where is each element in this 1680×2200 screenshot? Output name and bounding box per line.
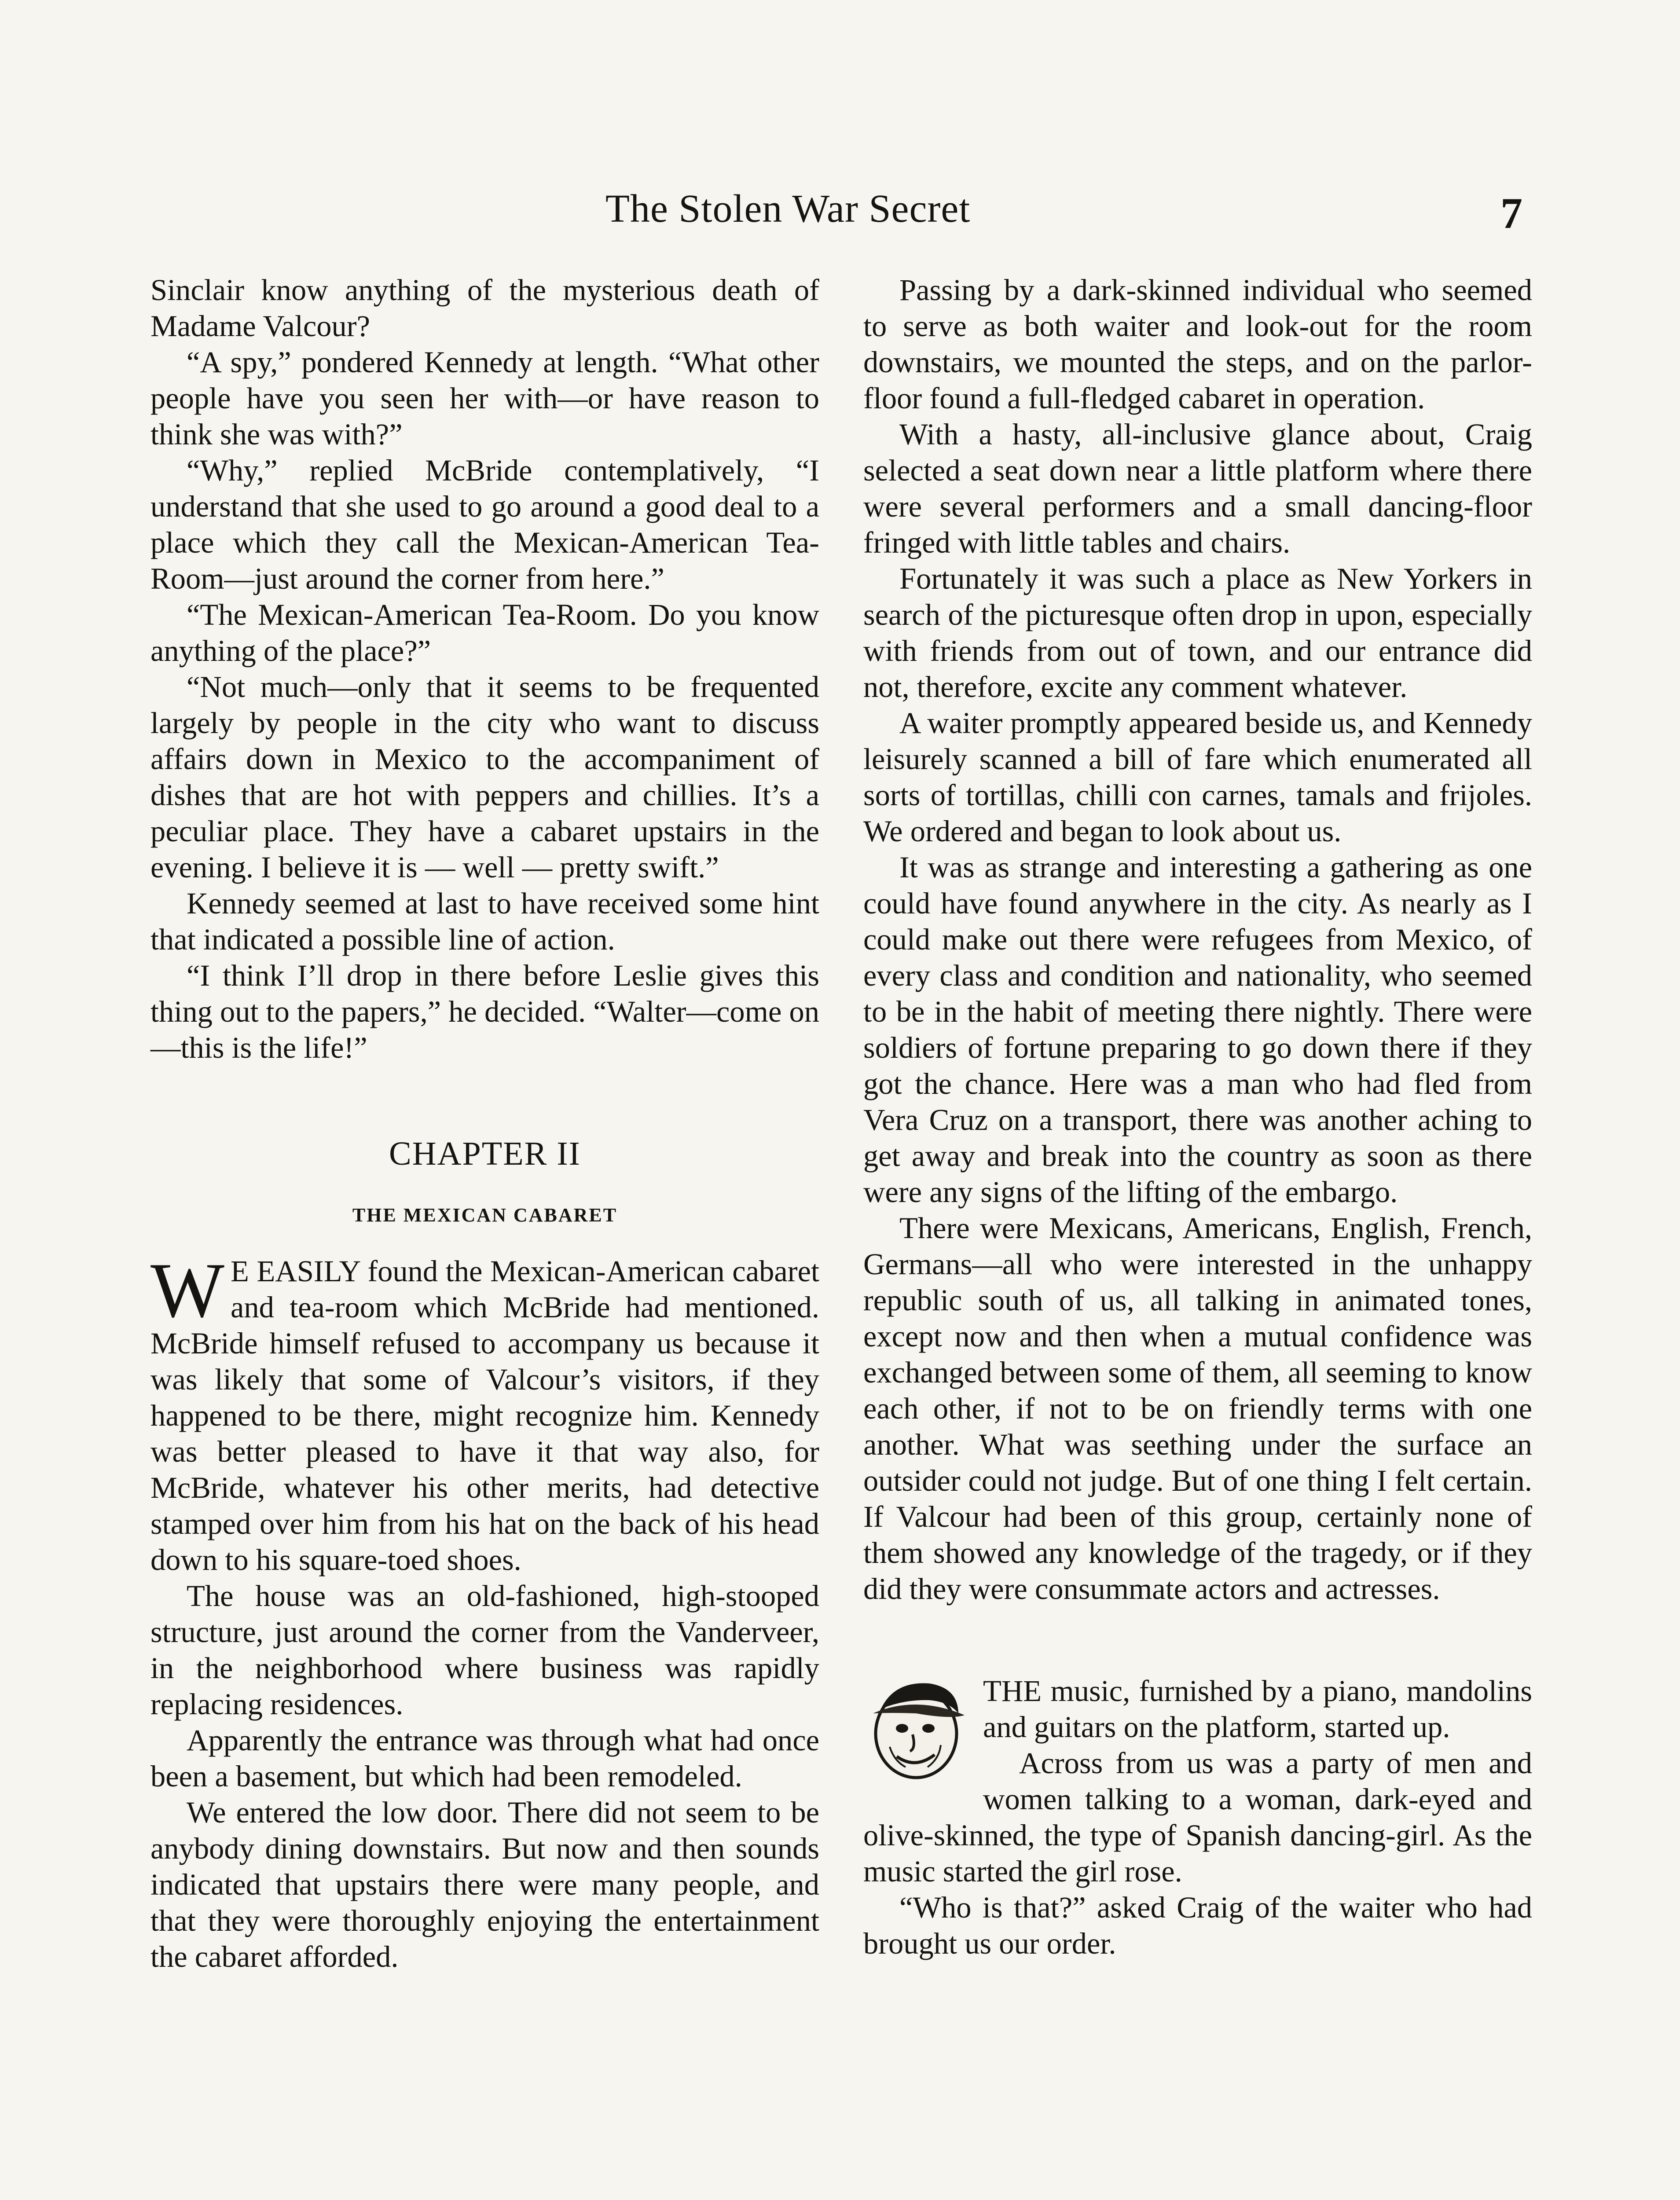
paragraph: Apparently the entrance was through what had once been a basement, but which had been remodeled. — [150, 1723, 819, 1793]
chapter-subtitle: THE MEXICAN CABARET — [352, 1204, 618, 1226]
paragraph: Passing by a dark-skinned individual who seemed to serve as both waiter and look-out for the room downstairs, we mounted the steps, and on the parlor-floor found a full-fledged cabaret in operation. — [863, 273, 1532, 415]
paragraph: It was as strange and interesting a gathering as one could have found anywhere in the city. As nearly as I could make out there were refugees from Mexico, of every class and condition and nationality, who seemed to be in the habit of meeting there nightly. There were soldiers of fortune preparing to go down there if they got the chance. Here was a man who had fled from Vera Cruz on a transport, there was another aching to get away and break into the country as soon as there were any signs of the lifting of the embargo. — [863, 851, 1532, 1209]
paragraph: Sinclair know anything of the mysterious death of Madame Valcour? — [150, 273, 819, 343]
page-header — [0, 180, 1680, 238]
running-title: The Stolen War Secret — [605, 187, 971, 231]
paragraph: “Who is that?” asked Craig of the waiter who had brought us our order. — [863, 1891, 1532, 1960]
opening-text: found the Mexican-American cabaret and tea-room which McBride had mentioned. McBride himself refused to accompany us because it was likely that some of Valcour’s visitors, if they happened to be there, might recognize him. Kennedy was better pleased to have it that way also, for McBride, whatever his other merits, had detective stamped over him from his hat on the back of his head down to his square-toed shoes. — [150, 1254, 819, 1577]
paragraph: “Not much—only that it seems to be frequented largely by people in the city who want to discuss affairs down in Mexico to the accompaniment of dishes that are hot with peppers and chillies. It’s a peculiar place. They have a cabaret upstairs in the evening. I believe it is — well — pretty swift.” — [150, 670, 819, 884]
paragraph: “Why,” replied McBride contemplatively, “I understand that she used to go around a good deal to a place which they call the Mexican-American Tea-Room—just around the corner from here.” — [150, 454, 819, 595]
paragraph: With a hasty, all-inclusive glance about, Craig selected a seat down near a little platform where there were several performers and a small dancing-floor fringed with little tables and chairs. — [863, 418, 1532, 559]
paragraph: The house was an old-fashioned, high-stooped structure, just around the corner from the Vanderveer, in the neighborhood where business was rapidly replacing residences. — [150, 1579, 819, 1721]
ornament-paragraph — [863, 1673, 1532, 1745]
drop-cap: W — [150, 1247, 225, 1334]
paragraph: A waiter promptly appeared beside us, and Kennedy leisurely scanned a bill of fare which enumerated all sorts of tortillas, chilli con carnes, tamals and frijoles. We ordered and began to look about us. — [863, 706, 1532, 848]
chapter-opening-paragraph — [150, 1247, 819, 1578]
paragraph: We entered the low door. There did not seem to be anybody dining downstairs. But now and then sounds indicated that upstairs there were many people, and that they were thoroughly enjoying the entertainment the cabaret afforded. — [150, 1796, 819, 1973]
ornament-paragraph-text: THE music, furnished by a piano, mandolins and guitars on the platform, started up. — [983, 1674, 1532, 1744]
paragraph: Kennedy seemed at last to have received some hint that indicated a possible line of action. — [150, 887, 819, 956]
paragraph: There were Mexicans, Americans, English, French, Germans—all who were interested in the unhappy republic south of us, all talking in animated tones, except now and then when a mutual confidence was exchanged between some of them, all seeming to know each other, if not to be on friendly terms with one another. What was seething under the surface an outsider could not judge. But of one thing I felt certain. If Valcour had been of this group, certainly none of them showed any knowledge of the tragedy, or if they did they were consummate actors and actresses. — [863, 1211, 1532, 1606]
cartoon-face-ornament-icon — [863, 1673, 973, 1783]
page-number: 7 — [1500, 189, 1522, 238]
right-column — [863, 272, 1532, 1962]
paragraph: “The Mexican-American Tea-Room. Do you know anything of the place?” — [150, 598, 819, 667]
paragraph: Fortunately it was such a place as New Yorkers in search of the picturesque often drop in upon, especially with friends from out of town, and our entrance did not, therefore, excite any comment whatever. — [863, 562, 1532, 704]
left-column — [150, 272, 819, 1975]
opening-caps: E EASILY — [231, 1254, 360, 1288]
paragraph: “A spy,” pondered Kennedy at length. “What other people have you seen her with—or have reason to think she was with?” — [150, 345, 819, 451]
paragraph: “I think I’ll drop in there before Leslie gives this thing out to the papers,” he decided. “Walter—come on—this is the life!” — [150, 959, 819, 1064]
paragraph: Across from us was a party of men and women talking to a woman, dark-eyed and olive-skinned, the type of Spanish dancing-girl. As the music started the girl rose. — [863, 1746, 1532, 1888]
chapter-heading: CHAPTER II — [389, 1135, 581, 1172]
section-break — [863, 1607, 1532, 1673]
